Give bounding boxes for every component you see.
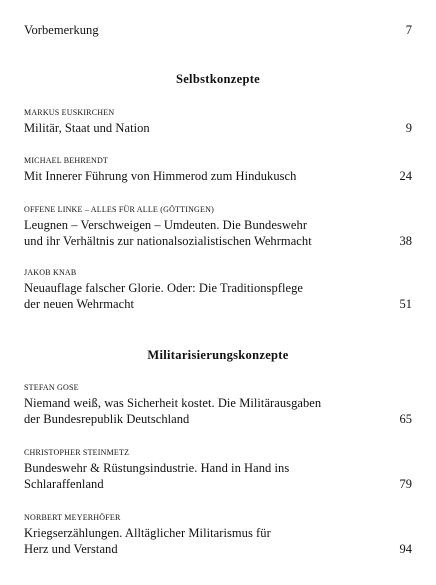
toc-entry-author: MICHAEL BEHRENDT — [24, 156, 109, 165]
toc-entry-title: Bundeswehr & Rüstungsindustrie. Hand in Hand ins — [24, 461, 290, 475]
toc-entry-title-continued: der Bundesrepublik Deutschland — [24, 412, 190, 426]
toc-page-number: 51 — [399, 297, 412, 311]
toc-entry-title-continued: Schlaraffenland — [24, 477, 104, 491]
toc-page-number: 38 — [399, 234, 412, 248]
toc-entry-author: JAKOB KNAB — [24, 268, 77, 277]
toc-page-number: 65 — [399, 412, 412, 426]
toc-entry-author: NORBERT MEYERHÖFER — [24, 513, 121, 522]
toc-entry-title-continued: der neuen Wehrmacht — [24, 297, 135, 311]
section-heading: Militarisierungskonzepte — [147, 348, 289, 362]
toc-entry-author: MARKUS EUSKIRCHEN — [24, 108, 115, 117]
toc-entry-title: Neuauflage falscher Glorie. Oder: Die Traditionspflege — [24, 281, 303, 295]
toc-entry-author: OFFENE LINKE – ALLES FÜR ALLE (GÖTTINGEN) — [24, 205, 214, 214]
toc-entry-title: Kriegserzählungen. Alltäglicher Militarismus für — [24, 526, 271, 540]
toc-page-number: 7 — [405, 23, 412, 37]
toc-entry-title: Leugnen – Verschweigen – Umdeuten. Die Bundeswehr — [24, 218, 308, 232]
toc-page-number: 24 — [399, 169, 412, 183]
toc-entry-title: Niemand weiß, was Sicherheit kostet. Die Militärausgaben — [24, 396, 322, 410]
section-heading: Selbstkonzepte — [175, 72, 261, 86]
toc-page-number: 94 — [399, 542, 412, 556]
toc-entry-title: Vorbemerkung — [24, 23, 99, 37]
toc-entry-title-continued: und ihr Verhältnis zur nationalsozialistischen Wehrmacht — [24, 234, 312, 248]
toc-entry-author: STEFAN GOSE — [24, 383, 79, 392]
toc-entry-author: CHRISTOPHER STEINMETZ — [24, 448, 130, 457]
toc-entry-title: Militär, Staat und Nation — [24, 121, 150, 135]
toc-page-number: 79 — [399, 477, 412, 491]
toc-entry-title-continued: Herz und Verstand — [24, 542, 118, 556]
toc-page-number: 9 — [405, 121, 412, 135]
toc-entry-title: Mit Innerer Führung von Himmerod zum Hindukusch — [24, 169, 297, 183]
